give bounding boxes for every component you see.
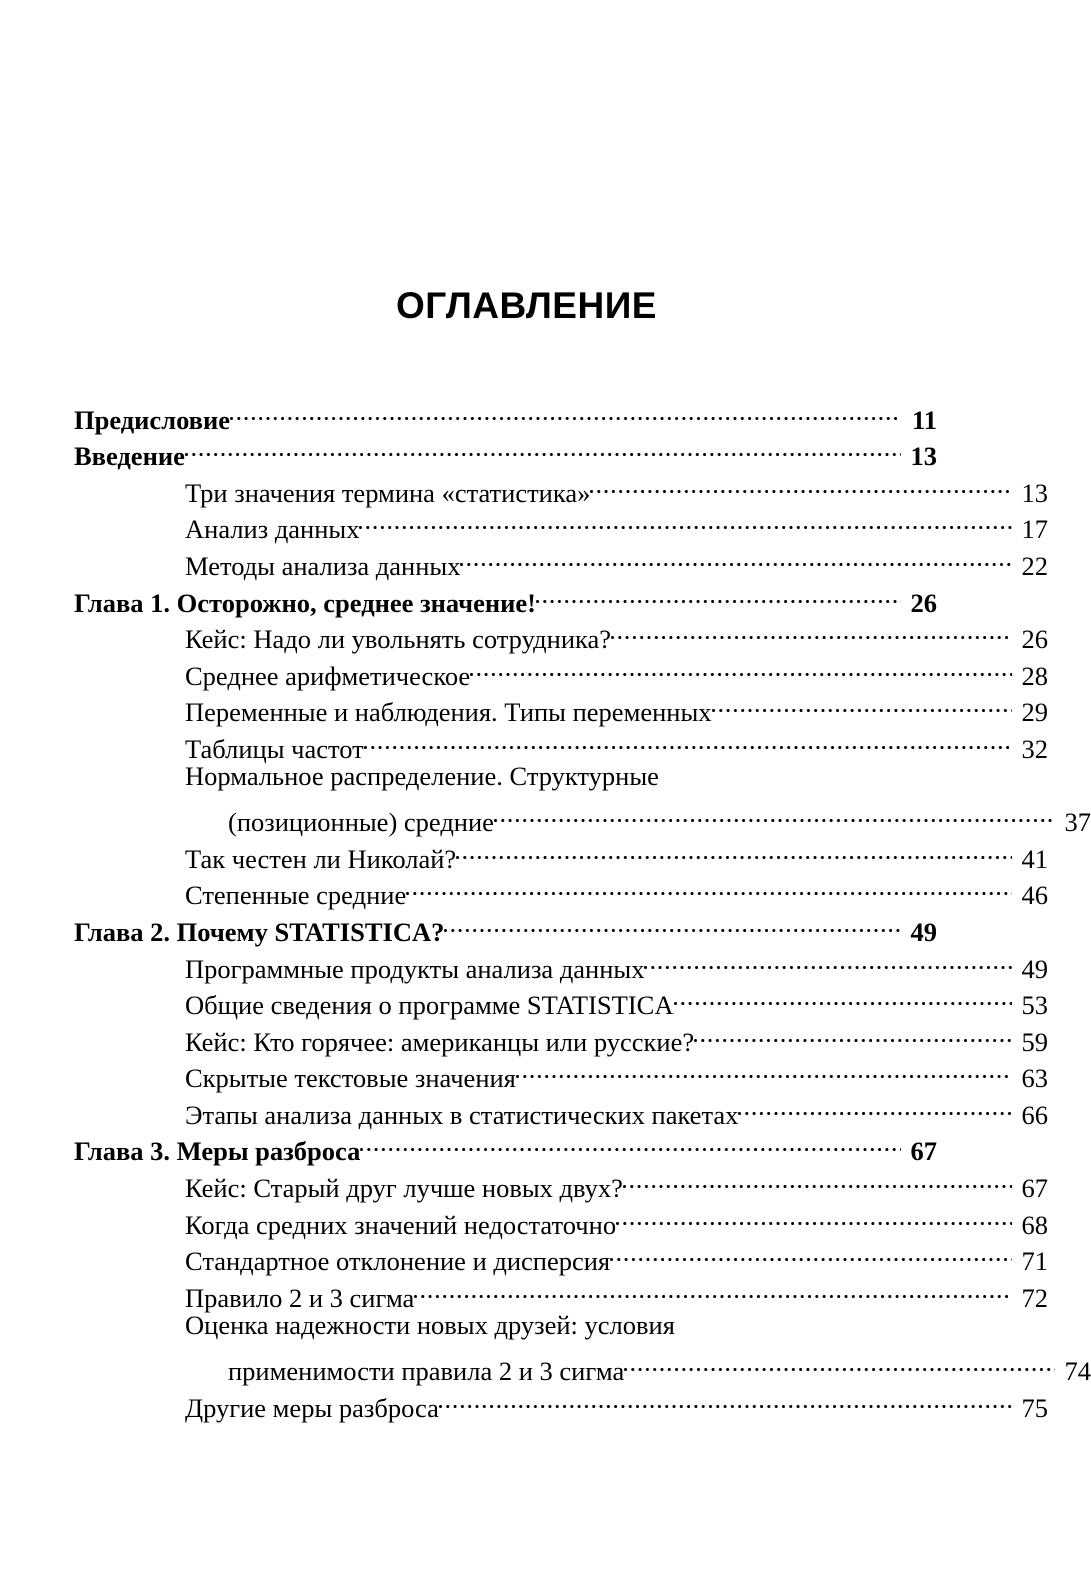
dot-leader xyxy=(360,1124,901,1161)
toc-entry-row xyxy=(74,904,937,947)
toc-entry-page-number: 49 xyxy=(1021,953,1048,984)
dot-leader xyxy=(590,465,1012,502)
dot-leader xyxy=(694,1014,1012,1051)
toc-entry-page-number: 11 xyxy=(911,404,937,435)
toc-entry-title: Программные продукты анализа данных xyxy=(185,953,645,984)
toc-entry-row xyxy=(74,1087,1048,1130)
toc-entry-title: Глава 3. Меры разброса xyxy=(74,1136,361,1167)
dot-leader xyxy=(712,685,1012,722)
dot-leader xyxy=(456,831,1012,868)
toc-entry-page-number: 26 xyxy=(910,587,937,618)
toc-entry-title: Глава 2. Почему STATISTICA? xyxy=(74,916,445,947)
toc-entry[interactable] xyxy=(74,538,1048,581)
dot-leader xyxy=(644,941,1012,978)
toc-entry-row xyxy=(74,538,1048,581)
toc-entry-page-number: 49 xyxy=(910,916,937,947)
toc-entry[interactable] xyxy=(74,685,1048,728)
dot-leader xyxy=(359,502,1012,539)
toc-entry-row xyxy=(74,1051,1048,1094)
toc-entry-title: Когда средних значений недостаточно xyxy=(185,1209,617,1240)
toc-entry-title: Этапы анализа данных в статистических пакетах xyxy=(185,1099,739,1130)
toc-entry-title: Стандартное отклонение и дисперсия xyxy=(185,1246,611,1277)
table-of-contents-list xyxy=(74,392,1091,1423)
toc-entry[interactable] xyxy=(74,1124,937,1167)
toc-entry-title: Таблицы частот xyxy=(185,733,364,764)
toc-entry-title: Введение xyxy=(74,441,185,472)
toc-entry-title-line1: Оценка надежности новых друзей: условия xyxy=(185,1309,675,1340)
toc-entry-row xyxy=(74,941,1048,984)
toc-entry[interactable] xyxy=(74,392,937,435)
toc-entry[interactable] xyxy=(74,575,937,618)
toc-entry-page-number: 13 xyxy=(1021,477,1048,508)
toc-entry-row xyxy=(74,1124,937,1167)
dot-leader xyxy=(494,795,1055,832)
toc-entry-title: Среднее арифметическое xyxy=(185,660,471,691)
toc-entry[interactable] xyxy=(74,612,1048,655)
toc-entry-row xyxy=(74,831,1048,874)
toc-entry-title: Кейс: Старый друг лучше новых двух? xyxy=(185,1173,623,1204)
toc-entry-row xyxy=(74,465,1048,508)
toc-entry-page-number: 26 xyxy=(1021,624,1048,655)
toc-entry-page-number: 22 xyxy=(1021,550,1048,581)
toc-entry-page-number: 13 xyxy=(910,441,937,472)
dot-leader xyxy=(364,721,1012,758)
toc-entry-page-number: 32 xyxy=(1021,733,1048,764)
toc-entry-title: Другие меры разброса xyxy=(185,1392,439,1423)
toc-entry-page-number: 74 xyxy=(1064,1356,1091,1387)
dot-leader xyxy=(414,1270,1012,1307)
toc-entry-page-number: 67 xyxy=(910,1136,937,1167)
dot-leader xyxy=(610,1234,1012,1271)
toc-entry-row xyxy=(74,868,1048,911)
toc-entry-page-number: 72 xyxy=(1021,1282,1048,1313)
dot-leader xyxy=(439,1380,1012,1417)
toc-entry-row xyxy=(74,392,937,435)
toc-entry-page-number: 68 xyxy=(1021,1209,1048,1240)
toc-entry-page-number: 41 xyxy=(1021,843,1048,874)
toc-entry-row xyxy=(74,648,1048,691)
toc-entry-title: Переменные и наблюдения. Типы переменных xyxy=(185,697,712,728)
toc-entry-row xyxy=(74,978,1048,1021)
dot-leader xyxy=(460,538,1012,575)
toc-entry-row xyxy=(74,1234,1048,1277)
toc-entry-title: Скрытые текстовые значения xyxy=(185,1063,516,1094)
toc-entry-row xyxy=(74,1014,1048,1057)
toc-entry-title: Правило 2 и 3 сигма xyxy=(185,1282,415,1313)
dot-leader xyxy=(611,612,1012,649)
toc-entry-title: Степенные средние xyxy=(185,880,407,911)
toc-entry[interactable] xyxy=(74,831,1048,874)
toc-entry[interactable] xyxy=(74,941,1048,984)
toc-entry[interactable] xyxy=(74,868,1048,911)
toc-entry-title: Глава 1. Осторожно, среднее значение! xyxy=(74,587,536,618)
toc-entry-row xyxy=(74,502,1048,545)
toc-entry[interactable] xyxy=(74,721,1048,764)
toc-entry[interactable] xyxy=(74,648,1048,691)
dot-leader xyxy=(444,904,901,941)
dot-leader xyxy=(616,1197,1012,1234)
toc-entry-row xyxy=(74,795,1091,838)
toc-entry-row xyxy=(74,1270,1048,1313)
toc-entry-title: Три значения термина «статистика» xyxy=(185,477,591,508)
dot-leader xyxy=(516,1051,1012,1088)
toc-entry-page-number: 17 xyxy=(1021,514,1048,545)
toc-entry-page-number: 63 xyxy=(1021,1063,1048,1094)
toc-entry-title: Кейс: Надо ли увольнять сотрудника? xyxy=(185,624,611,655)
toc-entry-page-number: 66 xyxy=(1021,1099,1048,1130)
toc-entry-title: (позиционные) средние xyxy=(228,807,494,838)
toc-entry-row xyxy=(74,721,1048,764)
toc-entry-title: Предисловие xyxy=(74,404,230,435)
toc-entry[interactable] xyxy=(74,1014,1048,1057)
toc-entry[interactable] xyxy=(74,1087,1048,1130)
toc-entry-page-number: 53 xyxy=(1021,990,1048,1021)
dot-leader xyxy=(738,1087,1012,1124)
toc-entry[interactable] xyxy=(74,1160,1048,1204)
page-title: ОГЛАВЛЕНИЕ xyxy=(396,285,657,326)
toc-entry-title: Так честен ли Николай? xyxy=(185,843,457,874)
toc-entry[interactable] xyxy=(74,758,1091,838)
dot-leader xyxy=(536,575,901,612)
toc-entry-page-number: 71 xyxy=(1021,1246,1048,1277)
toc-entry-title: Анализ данных xyxy=(185,514,360,545)
toc-entry-page-number: 67 xyxy=(1021,1173,1048,1204)
toc-entry-row xyxy=(74,685,1048,728)
dot-leader xyxy=(674,978,1013,1015)
toc-entry[interactable] xyxy=(74,1234,1048,1277)
toc-entry[interactable] xyxy=(74,1051,1048,1094)
toc-entry-page-number: 28 xyxy=(1021,660,1048,691)
toc-entry-title-line1: Нормальное распределение. Структурные xyxy=(185,760,659,791)
toc-entry-page-number: 46 xyxy=(1021,880,1048,911)
dot-leader xyxy=(230,392,901,429)
toc-entry-row xyxy=(74,612,1048,655)
toc-entry[interactable] xyxy=(74,978,1048,1021)
toc-entry[interactable] xyxy=(74,1307,1091,1387)
toc-entry-title: Методы анализа данных xyxy=(185,550,461,581)
toc-entry[interactable] xyxy=(74,465,1048,508)
toc-entry-title: применимости правила 2 и 3 сигма xyxy=(228,1356,625,1387)
toc-entry-title: Кейс: Кто горячее: американцы или русские? xyxy=(185,1026,695,1057)
toc-entry-page-number: 29 xyxy=(1021,697,1048,728)
toc-entry-row xyxy=(74,1197,1048,1240)
dot-leader xyxy=(624,1343,1055,1380)
toc-entry[interactable] xyxy=(74,904,937,947)
toc-entry[interactable] xyxy=(74,1197,1048,1240)
toc-entry-row xyxy=(74,1160,1048,1204)
toc-entry-row xyxy=(74,1380,1048,1423)
toc-entry[interactable] xyxy=(74,1270,1048,1313)
toc-entry-title: Общие сведения о программе STATISTICA xyxy=(185,990,674,1021)
toc-entry-row xyxy=(74,429,937,472)
toc-entry-page-number: 37 xyxy=(1064,807,1091,838)
dot-leader xyxy=(406,868,1012,905)
dot-leader xyxy=(470,648,1012,685)
toc-entry-page-number: 75 xyxy=(1021,1392,1048,1423)
toc-entry[interactable] xyxy=(74,429,937,472)
dot-leader xyxy=(185,429,901,466)
toc-entry-row xyxy=(74,575,937,618)
toc-entry-page-number: 59 xyxy=(1021,1026,1048,1057)
toc-entry[interactable] xyxy=(74,502,1048,545)
toc-entry-row xyxy=(74,1343,1091,1387)
toc-entry[interactable] xyxy=(74,1380,1048,1423)
dot-leader xyxy=(623,1160,1012,1197)
